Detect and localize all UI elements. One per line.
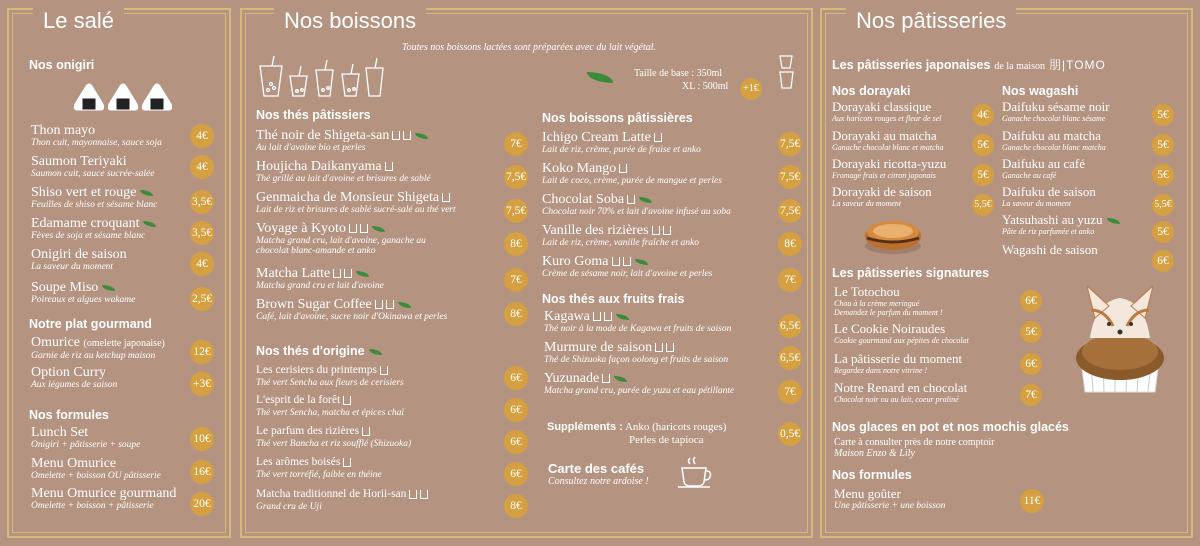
price-badge: 20€	[190, 492, 214, 516]
item-desc: Une pâtisserie + une boisson	[834, 501, 946, 511]
price-badge: 6,5€	[778, 314, 802, 338]
price-badge: 8€	[778, 232, 802, 256]
item-name	[256, 455, 382, 470]
menu-item	[544, 371, 734, 396]
menu-item	[256, 128, 428, 153]
item-desc: Au lait d'avoine bio et perles	[256, 143, 366, 153]
item-name	[256, 424, 411, 439]
item-name-text: Edamame croquant	[31, 216, 140, 231]
item-name-text: Voyage à Kyoto	[256, 221, 346, 236]
vegan-leaf-icon	[415, 133, 428, 139]
item-name	[31, 185, 157, 200]
vegan-leaf-icon	[614, 376, 627, 382]
hot-cup-icon	[442, 193, 450, 202]
cold-cup-icon	[666, 343, 674, 352]
cold-cup-icon	[386, 300, 394, 309]
price-badge: 5€	[972, 134, 994, 156]
item-name-text: Ichigo Cream Latte	[542, 130, 651, 145]
menu-item	[1002, 99, 1110, 123]
vegan-leaf-icon	[398, 302, 411, 308]
item-name	[256, 393, 404, 408]
hot-cup-icon	[593, 312, 601, 321]
menu-item	[542, 192, 731, 217]
glaces-title: Nos glaces en pot et nos mochis glacés	[832, 420, 1069, 434]
item-name-text: Koko Mango	[542, 161, 617, 176]
menu-item	[834, 284, 943, 317]
item-desc: Grand cru de Uji	[256, 502, 322, 512]
item-name	[544, 371, 734, 386]
menu-item	[256, 297, 447, 322]
price-badge: 6€	[1152, 250, 1174, 272]
cold-cup-icon	[344, 269, 352, 278]
menu-item	[256, 424, 411, 449]
vegan-leaf-icon	[102, 285, 115, 291]
menu-item	[544, 340, 728, 365]
item-name: Daifuku au café	[1002, 156, 1086, 171]
price-badge: 7,5€	[504, 165, 528, 189]
hot-cup-icon	[333, 269, 341, 278]
item-name-text: Thé noir de Shigeta-san	[256, 128, 390, 143]
item-desc-line2: Demandez le parfum du moment !	[834, 308, 943, 317]
item-desc: Ganache chocolat blanc matcha	[1002, 143, 1106, 152]
price-badge: 8€	[504, 232, 528, 256]
item-name: Menu goûter	[834, 486, 901, 501]
panel-sale	[7, 8, 231, 538]
menu-item	[256, 487, 428, 512]
item-desc: Thé vert Bancha et riz soufflé (Shizuoka)	[256, 439, 412, 449]
supplements-2: Perles de tapioca	[629, 434, 704, 446]
menu-item	[31, 365, 117, 390]
price-badge: 4€	[190, 252, 214, 276]
price-badge: 7,5€	[778, 199, 802, 223]
item-name-text: Yatsuhashi au yuzu	[1002, 212, 1103, 227]
item-desc: Thon cuit, mayonnaise, sauce soja	[31, 138, 162, 148]
item-desc: Omelette + boisson + pâtisserie	[31, 501, 154, 511]
vegan-leaf-icon	[639, 197, 652, 203]
item-name: Daifuku sésame noir	[1002, 99, 1110, 114]
cold-cup-icon	[654, 133, 662, 142]
cup-sizes-icon	[778, 50, 798, 90]
menu-item	[834, 486, 945, 511]
price-badge: 7€	[504, 132, 528, 156]
thes-origine-title-text: Nos thés d'origine	[256, 344, 365, 358]
price-badge: 7€	[1020, 384, 1042, 406]
vegan-leaf-icon	[356, 271, 369, 277]
item-name-text: Kagawa	[544, 309, 590, 324]
item-name	[542, 161, 722, 176]
item-name: Dorayaki ricotta-yuzu	[832, 156, 947, 171]
menu-item	[31, 154, 154, 179]
item-desc: Feuilles de shiso et sésame blanc	[31, 200, 158, 210]
maison-text: de la maison	[994, 61, 1045, 72]
hot-cup-icon	[409, 490, 417, 499]
item-desc: Chou à la crème meringué	[834, 299, 920, 308]
item-name	[256, 128, 428, 143]
boissons-subtitle: Toutes nos boissons lactées sont préparées avec du lait végétal.	[402, 42, 657, 53]
item-desc: Crème de sésame noir, lait d'avoine et perles	[542, 269, 713, 279]
price-badge: 8€	[504, 302, 528, 326]
item-name	[256, 363, 404, 378]
item-desc: Lait de coco, crème, purée de mangue et perles	[542, 176, 722, 186]
cafes-title: Carte des cafés	[548, 461, 645, 476]
item-name: Wagashi de saison	[1002, 242, 1098, 257]
hot-cup-icon	[385, 162, 393, 171]
menu-item	[31, 456, 161, 481]
item-name	[256, 159, 431, 174]
item-desc: Café, lait d'avoine, sucre noir d'Okinawa et perles	[256, 312, 448, 322]
item-desc: Saumon cuit, sauce sucrée-salée	[31, 169, 155, 179]
price-badge: 6€	[504, 462, 528, 486]
cold-cup-icon	[420, 490, 428, 499]
menu-item	[31, 335, 165, 361]
cold-cup-icon	[403, 131, 411, 140]
item-name-text: Soupe Miso	[31, 280, 99, 295]
menu-item	[1002, 128, 1106, 152]
item-name	[542, 223, 699, 238]
item-name: Lunch Set	[31, 425, 89, 440]
price-badge: 4€	[972, 104, 994, 126]
menu-item	[834, 351, 962, 375]
item-desc: Poireaux et algues wakame	[31, 295, 136, 305]
price-badge: 3,5€	[190, 221, 214, 245]
menu-item	[1002, 242, 1098, 257]
price-badge: 6€	[504, 366, 528, 390]
vegan-leaf-icon	[372, 226, 385, 232]
hot-cup-icon	[375, 300, 383, 309]
hot-cup-icon	[652, 226, 660, 235]
plat-section-title: Notre plat gourmand	[29, 317, 152, 331]
cafes-desc: Consultez notre ardoise !	[548, 476, 649, 487]
item-name: La pâtisserie du moment	[834, 351, 963, 366]
item-name: Saumon Teriyaki	[31, 154, 127, 169]
hot-cup-icon	[349, 224, 357, 233]
price-badge: 11€	[1020, 489, 1044, 513]
menu-item	[542, 254, 712, 279]
menu-item	[542, 223, 699, 248]
dorayaki-title: Nos dorayaki	[832, 84, 911, 98]
menu-item	[256, 266, 384, 291]
vegan-leaf-icon	[143, 221, 156, 227]
item-desc: Thé vert torréfié, faible en théine	[256, 470, 382, 480]
menu-item	[256, 363, 404, 388]
item-desc: Chocolat noir 70% et lait d'avoine infusé au soba	[542, 207, 731, 217]
item-desc: Thé vert Sencha, matcha et épices chaï	[256, 408, 404, 418]
item-name-text: Les arômes boisés	[256, 456, 341, 468]
item-name	[542, 130, 701, 145]
item-name	[256, 221, 426, 236]
glaces-desc: Carte à consulter près de notre comptoir	[834, 437, 995, 448]
item-name-text: Le parfum des rizières	[256, 425, 360, 437]
item-name: Onigiri de saison	[31, 247, 127, 262]
menu-item	[834, 380, 967, 404]
menu-item	[1002, 184, 1096, 208]
wagashi-title: Nos wagashi	[1002, 84, 1079, 98]
item-name	[31, 216, 156, 231]
vegan-leaf-icon	[616, 314, 629, 320]
price-badge: 7€	[778, 268, 802, 292]
panel-patisseries	[820, 8, 1193, 538]
item-name	[1002, 212, 1120, 227]
menu-item	[31, 123, 162, 148]
item-name: Dorayaki de saison	[832, 184, 932, 199]
hot-cup-icon	[627, 195, 635, 204]
item-name-text: Chocolat Soba	[542, 192, 625, 207]
fruits-title: Nos thés aux fruits frais	[542, 292, 685, 306]
japonaises-title: Les pâtisseries japonaises	[832, 58, 991, 72]
price-badge: 16€	[190, 460, 214, 484]
item-name	[256, 487, 428, 502]
bubble-tea-icons	[256, 54, 384, 100]
item-name	[31, 335, 165, 351]
price-badge: 5€	[1152, 104, 1174, 126]
item-name-text: Houjicha Daikanyama	[256, 159, 382, 174]
item-name-text: Brown Sugar Coffee	[256, 297, 372, 312]
taille-xl: XL : 500ml	[682, 81, 729, 92]
item-desc: La saveur du moment	[832, 199, 902, 208]
item-name: Le Cookie Noiraudes	[834, 321, 946, 336]
menu-item	[832, 184, 932, 208]
price-badge: 7€	[504, 268, 528, 292]
dorayaki-image	[862, 216, 924, 256]
item-desc: Regardez dans notre vitrine !	[834, 366, 928, 375]
cold-cup-icon	[602, 374, 610, 383]
patisseries-formules-title: Nos formules	[832, 468, 912, 482]
item-desc: Matcha grand cru, purée de yuzu et eau pétillante	[544, 386, 735, 396]
item-desc: Garnie de riz au ketchup maison	[31, 351, 156, 361]
menu-item	[256, 455, 382, 480]
menu-item	[256, 190, 456, 215]
item-desc: Lait de riz, crème, purée de fraise et anko	[542, 145, 701, 155]
item-name-text: L'esprit de la forêt	[256, 394, 341, 406]
item-name-text: Genmaicha de Monsieur Shigeta	[256, 190, 440, 205]
price-badge: 6€	[504, 430, 528, 454]
price-badge: +3€	[190, 372, 214, 396]
item-desc: Fromage frais et citron japonais	[832, 171, 936, 180]
vegan-leaf-icon	[1107, 218, 1120, 224]
cold-cup-icon	[360, 224, 368, 233]
price-badge: 5€	[1152, 134, 1174, 156]
item-desc: Ganache chocolat blanc sésame	[1002, 114, 1106, 123]
menu-item	[1002, 212, 1120, 236]
item-desc: Cookie gourmand aux pépites de chocolat	[834, 336, 969, 345]
onigiri-section-title: Nos onigiri	[29, 58, 95, 72]
menu-item	[542, 161, 722, 186]
menu-item	[832, 156, 946, 180]
item-name-text: Murmure de saison	[544, 340, 653, 355]
price-badge: 6€	[504, 398, 528, 422]
item-desc: Lait de riz et brisures de sablé sucré-salé au thé vert	[256, 205, 456, 215]
price-badge: 5,5€	[972, 194, 994, 216]
price-badge: 4€	[190, 155, 214, 179]
item-name: Menu Omurice	[31, 456, 117, 471]
item-name-text: Shiso vert et rouge	[31, 185, 137, 200]
cold-cup-icon	[623, 257, 631, 266]
item-desc: Thé vert Sencha aux fleurs de cerisiers	[256, 378, 404, 388]
xl-price-badge: +1€	[740, 78, 762, 100]
cold-cup-icon	[619, 164, 627, 173]
taille-base: Taille de base : 350ml	[634, 68, 723, 79]
item-desc: Onigiri + pâtisserie + soupe	[31, 440, 141, 450]
cold-cup-icon	[663, 226, 671, 235]
vegan-leaf-icon	[140, 190, 153, 196]
cold-cup-icon	[604, 312, 612, 321]
supplements-1: Anko (haricots rouges)	[624, 421, 727, 433]
price-badge: 5€	[1152, 164, 1174, 186]
signatures-title: Les pâtisseries signatures	[832, 266, 990, 280]
fox-choux-image	[1065, 280, 1175, 398]
item-desc: Ganache au café	[1002, 171, 1057, 180]
onigiri-icons	[73, 82, 177, 112]
item-name	[256, 266, 384, 281]
tomo-logo: 朋|TOMO	[1048, 58, 1106, 72]
menu-item	[832, 99, 941, 123]
item-desc-line2: chocolat blanc-amande et anko	[256, 246, 376, 256]
item-name-text: Vanille des rizières	[542, 223, 649, 238]
menu-item	[256, 393, 404, 418]
price-badge: 7,5€	[778, 132, 802, 156]
price-badge: 5,5€	[1152, 194, 1174, 216]
item-desc: Aux haricots rouges et fleur de sel	[832, 114, 942, 123]
panel-sale-title: Le salé	[33, 8, 124, 34]
price-badge: 12€	[190, 340, 214, 364]
price-badge: 2,5€	[190, 287, 214, 311]
hot-cup-icon	[343, 458, 351, 467]
menu-item	[832, 128, 944, 152]
glaces-desc2: Maison Enzo & Lily	[834, 448, 915, 459]
supplements	[547, 421, 726, 434]
item-desc: Pâte de riz parfumée et anko	[1002, 227, 1095, 236]
price-badge: 5€	[1152, 221, 1174, 243]
price-badge: 7,5€	[504, 199, 528, 223]
price-badge: 7,5€	[778, 165, 802, 189]
price-badge: 3,5€	[190, 190, 214, 214]
price-badge: 0,5€	[778, 422, 802, 446]
menu-item	[1002, 156, 1085, 180]
item-name: Thon mayo	[31, 123, 96, 138]
menu-item	[31, 486, 176, 511]
japonaises-heading	[832, 56, 1106, 74]
item-desc: Fèves de soja et sésame blanc	[31, 231, 146, 241]
item-name: Dorayaki classique	[832, 99, 932, 114]
boissons-patissieres-title: Nos boissons pâtissières	[542, 111, 693, 125]
menu-item	[542, 130, 701, 155]
menu-item	[31, 425, 140, 450]
item-name-text: Omurice	[31, 335, 80, 350]
item-desc: Aux légumes de saison	[31, 380, 118, 390]
item-name-text: Matcha Latte	[256, 266, 331, 281]
item-name: Option Curry	[31, 365, 107, 380]
item-name	[31, 280, 135, 295]
item-desc: La saveur du moment	[31, 262, 114, 272]
item-name	[542, 254, 712, 269]
item-desc: La saveur du moment	[1002, 199, 1072, 208]
hot-cup-icon	[612, 257, 620, 266]
price-badge: 6€	[1020, 290, 1042, 312]
item-desc: Ganache chocolat blanc et matcha	[832, 143, 944, 152]
vegan-leaf-icon	[635, 259, 648, 265]
price-badge: 6,5€	[778, 346, 802, 370]
item-name	[256, 190, 456, 205]
thes-origine-title	[256, 344, 382, 358]
price-badge: 8€	[504, 494, 528, 518]
price-badge: 5€	[1020, 321, 1042, 343]
item-name-text: Kuro Goma	[542, 254, 609, 269]
item-name: Menu Omurice gourmand	[31, 486, 177, 501]
menu-item	[256, 221, 426, 256]
item-name: Dorayaki au matcha	[832, 128, 937, 143]
menu-item	[31, 185, 157, 210]
supplements-label: Suppléments :	[547, 421, 623, 433]
item-desc: Thé noir à la mode de Kagawa et fruits de saison	[544, 324, 732, 334]
price-badge: 5€	[972, 164, 994, 186]
item-extra: (omelette japonaise)	[83, 338, 165, 349]
item-name	[542, 192, 731, 207]
item-name	[256, 297, 447, 312]
panel-boissons	[240, 8, 813, 538]
item-name-text: Les cerisiers du printemps	[256, 364, 378, 376]
item-desc: Chocolat noir ou au lait, coeur praliné	[834, 395, 959, 404]
thes-patissiers-title: Nos thés pâtissiers	[256, 108, 371, 122]
hot-cup-icon	[380, 366, 388, 375]
panel-boissons-title: Nos boissons	[274, 8, 426, 34]
menu-item	[31, 247, 127, 272]
menu-item	[834, 321, 969, 345]
menu-item	[31, 216, 156, 241]
item-name: Daifuku de saison	[1002, 184, 1096, 199]
price-badge: 6€	[1020, 353, 1042, 375]
hot-cup-icon	[343, 396, 351, 405]
hot-cup-icon	[655, 343, 663, 352]
item-name: Le Totochou	[834, 284, 900, 299]
item-desc: Omelette + boisson OU pâtisserie	[31, 471, 161, 481]
item-desc: Thé de Shizuoka façon oolong et fruits de saison	[544, 355, 729, 365]
panel-patisseries-title: Nos pâtisseries	[846, 8, 1016, 34]
item-name: Notre Renard en chocolat	[834, 380, 968, 395]
item-desc: Matcha grand cru et lait d'avoine	[256, 281, 384, 291]
item-name-text: Yuzunade	[544, 371, 600, 386]
hot-cup-icon	[392, 131, 400, 140]
item-name-text: Matcha traditionnel de Horii-san	[256, 488, 407, 500]
menu-item	[31, 280, 135, 305]
formules-section-title: Nos formules	[29, 408, 109, 422]
price-badge: 4€	[190, 124, 214, 148]
item-desc: Matcha grand cru, lait d'avoine, ganache au	[256, 236, 426, 246]
item-name	[544, 340, 728, 355]
item-name: Daifuku au matcha	[1002, 128, 1101, 143]
item-name	[544, 309, 731, 324]
coffee-cup-icon	[676, 456, 714, 490]
price-badge: 10€	[190, 427, 214, 451]
vegan-leaf-icon	[369, 349, 382, 355]
item-desc: Lait de riz, crème, vanille fraîche et anko	[542, 238, 699, 248]
item-desc: Thé grillé au lait d'avoine et brisures de sablé	[256, 174, 431, 184]
hot-cup-icon	[362, 427, 370, 436]
menu-item	[544, 309, 731, 334]
menu-item	[256, 159, 431, 184]
price-badge: 7€	[778, 380, 802, 404]
